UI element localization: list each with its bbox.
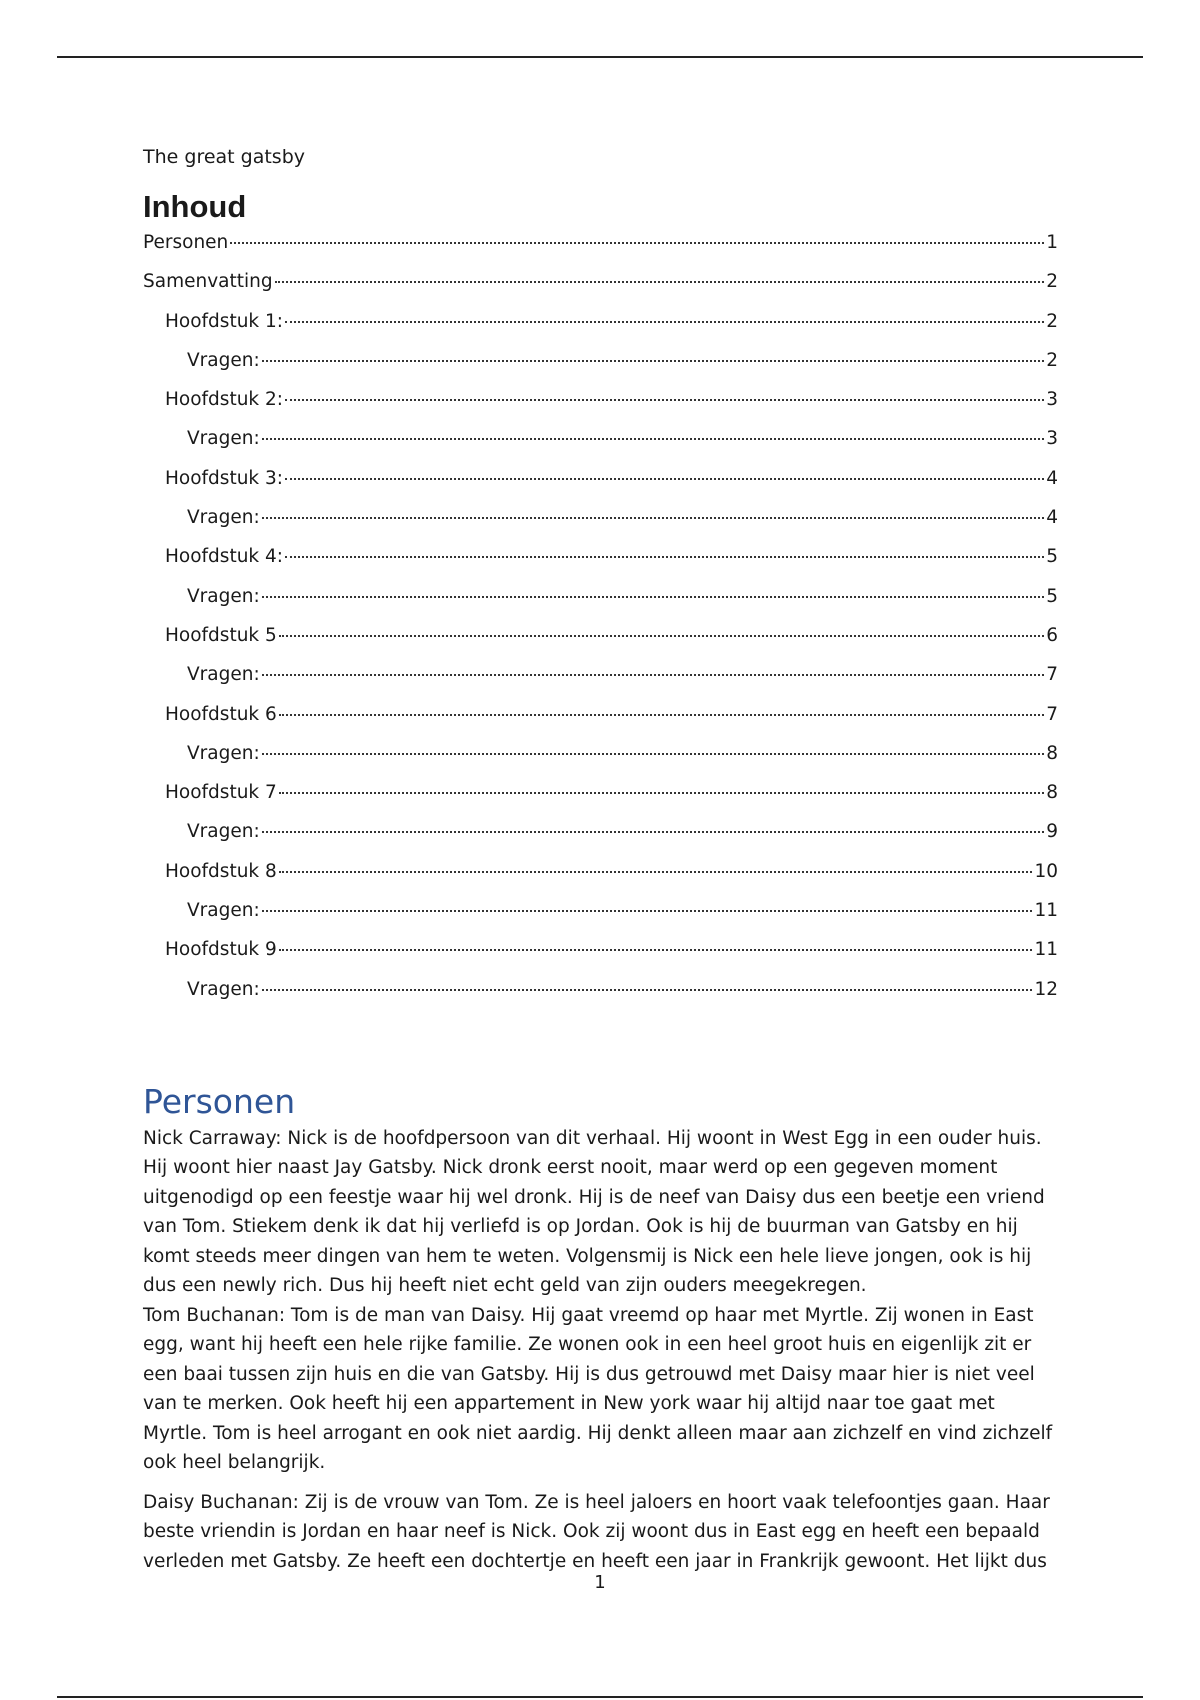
toc-entry-page: 2 xyxy=(1046,310,1058,332)
toc-entry-label: Vragen: xyxy=(187,900,260,922)
toc-entry-page: 2 xyxy=(1046,271,1058,293)
toc-entry[interactable] xyxy=(143,625,1058,664)
toc-entry-page: 3 xyxy=(1046,389,1058,411)
toc-entry[interactable] xyxy=(143,311,1058,350)
toc-dot-leader xyxy=(279,714,1044,716)
toc-dot-leader xyxy=(262,989,1033,991)
toc-entry-label: Vragen: xyxy=(187,428,260,450)
toc-entry[interactable] xyxy=(143,586,1058,625)
toc-entry-page: 12 xyxy=(1034,978,1058,1000)
toc-entry-page: 4 xyxy=(1046,467,1058,489)
toc-entry-page: 10 xyxy=(1034,860,1058,882)
toc-entry[interactable] xyxy=(143,428,1058,467)
toc-entry-label: Hoofdstuk 2: xyxy=(165,389,284,411)
toc-dot-leader xyxy=(262,360,1045,362)
toc-entry-label: Vragen: xyxy=(187,664,260,686)
toc-dot-leader xyxy=(285,321,1044,323)
toc-dot-leader xyxy=(279,792,1044,794)
header-rule xyxy=(57,56,1143,58)
toc-entry-label: Hoofdstuk 4: xyxy=(165,546,284,568)
toc-entry[interactable] xyxy=(143,900,1058,939)
toc-dot-leader xyxy=(262,910,1033,912)
toc-dot-leader xyxy=(262,596,1045,598)
toc-entry-page: 4 xyxy=(1046,507,1058,529)
toc-entry-label: Vragen: xyxy=(187,978,260,1000)
toc-entry[interactable] xyxy=(143,664,1058,703)
toc-entry-label: Hoofdstuk 1: xyxy=(165,310,284,332)
toc-entry-page: 6 xyxy=(1046,624,1058,646)
toc-entry-page: 8 xyxy=(1046,742,1058,764)
paragraph-tom: Tom Buchanan: Tom is de man van Daisy. Hij gaat vreemd op haar met Myrtle. Zij wonen in East egg, want hij heeft een hele rijke familie. Ze wonen ook in een heel groot huis en eigenlijk zit er een baai tussen zijn huis en die van Gatsby. Hij is dus getrouwd met Daisy maar hier is niet veel van te merken. Ook heeft hij een appartement in New york waar hij altijd naar toe gaat met Myrtle. Tom is heel arrogant en ook niet aardig. Hij denkt alleen maar aan zichzelf en vind zichzelf ook heel belangrijk. xyxy=(143,1304,1053,1474)
toc-entry-label: Hoofdstuk 5 xyxy=(165,624,277,646)
toc-dot-leader xyxy=(230,242,1044,244)
toc-entry-page: 9 xyxy=(1046,821,1058,843)
toc-entry[interactable] xyxy=(143,821,1058,860)
toc-dot-leader xyxy=(279,635,1044,637)
toc-entry[interactable] xyxy=(143,350,1058,389)
toc-dot-leader xyxy=(262,517,1045,519)
section-heading-personen: Personen xyxy=(143,1081,296,1121)
toc-entry-label: Hoofdstuk 8 xyxy=(165,860,277,882)
footer-rule xyxy=(57,1696,1143,1698)
paragraph-nick: Nick Carraway: Nick is de hoofdpersoon van dit verhaal. Hij woont in West Egg in een ouder huis. Hij woont hier naast Jay Gatsby. Nick dronk eerst nooit, maar werd op een gegeven moment uitgenodigd op een feestje waar hij wel dronk. Hij is de neef van Daisy dus een beetje een vriend van Tom. Stiekem denk ik dat hij verliefd is op Jordan. Ook is hij de buurman van Gatsby en hij komt steeds meer dingen van hem te weten. Volgensmij is Nick een hele lieve jongen, ook is hij dus een newly rich. Dus hij heeft niet echt geld van zijn ouders meegekregen. xyxy=(143,1127,1045,1297)
toc-entry[interactable] xyxy=(143,507,1058,546)
toc-dot-leader xyxy=(262,753,1045,755)
toc-entry-label: Hoofdstuk 6 xyxy=(165,703,277,725)
toc-entry-label: Hoofdstuk 7 xyxy=(165,782,277,804)
toc-entry-label: Vragen: xyxy=(187,821,260,843)
toc-entry-page: 3 xyxy=(1046,428,1058,450)
toc-heading: Inhoud xyxy=(143,189,247,224)
toc-entry-label: Vragen: xyxy=(187,349,260,371)
toc-entry-label: Personen xyxy=(143,232,229,253)
toc-dot-leader xyxy=(262,831,1045,833)
toc-entry[interactable] xyxy=(143,743,1058,782)
toc-entry-page: 11 xyxy=(1034,939,1058,961)
toc-entry-label: Samenvatting xyxy=(143,271,273,293)
toc-entry[interactable] xyxy=(143,271,1058,310)
toc-entry[interactable] xyxy=(143,232,1058,271)
toc-entry-label: Vragen: xyxy=(187,585,260,607)
toc-dot-leader xyxy=(285,556,1044,558)
toc-entry[interactable] xyxy=(143,861,1058,900)
document-title: The great gatsby xyxy=(143,146,306,168)
toc-entry[interactable] xyxy=(143,389,1058,428)
toc-entry-page: 11 xyxy=(1034,900,1058,922)
toc-entry[interactable] xyxy=(143,704,1058,743)
toc-dot-leader xyxy=(279,949,1033,951)
toc-dot-leader xyxy=(285,478,1044,480)
toc-entry-page: 5 xyxy=(1046,585,1058,607)
toc-entry-page: 7 xyxy=(1046,703,1058,725)
toc-entry-page: 2 xyxy=(1046,349,1058,371)
toc-dot-leader xyxy=(275,281,1045,283)
page-content xyxy=(143,140,1058,1576)
toc-entry-label: Vragen: xyxy=(187,507,260,529)
toc-dot-leader xyxy=(285,399,1044,401)
paragraph-daisy: Daisy Buchanan: Zij is de vrouw van Tom. Ze is heel jaloers en hoort vaak telefoontjes gaan. Haar beste vriendin is Jordan en haar neef is Nick. Ook zij woont dus in East egg en heeft een bepaald verleden met Gatsby. Ze heeft een dochtertje en heeft een jaar in Frankrijk gewoont. Het lijkt dus xyxy=(143,1491,1050,1572)
toc-entry[interactable] xyxy=(143,979,1058,1018)
page-number: 1 xyxy=(594,1572,606,1593)
toc-entry[interactable] xyxy=(143,782,1058,821)
toc-dot-leader xyxy=(262,674,1045,676)
toc-entry-label: Hoofdstuk 9 xyxy=(165,939,277,961)
toc-entry-label: Vragen: xyxy=(187,742,260,764)
toc-entry[interactable] xyxy=(143,468,1058,507)
toc-entry-page: 8 xyxy=(1046,782,1058,804)
toc-entry-page: 5 xyxy=(1046,546,1058,568)
toc-entry[interactable] xyxy=(143,939,1058,978)
toc-dot-leader xyxy=(279,871,1033,873)
toc-dot-leader xyxy=(262,438,1045,440)
toc-entry-label: Hoofdstuk 3: xyxy=(165,467,284,489)
toc-entry-page: 1 xyxy=(1046,232,1058,253)
toc-entry-page: 7 xyxy=(1046,664,1058,686)
table-of-contents xyxy=(143,232,1058,1018)
toc-entry[interactable] xyxy=(143,546,1058,585)
